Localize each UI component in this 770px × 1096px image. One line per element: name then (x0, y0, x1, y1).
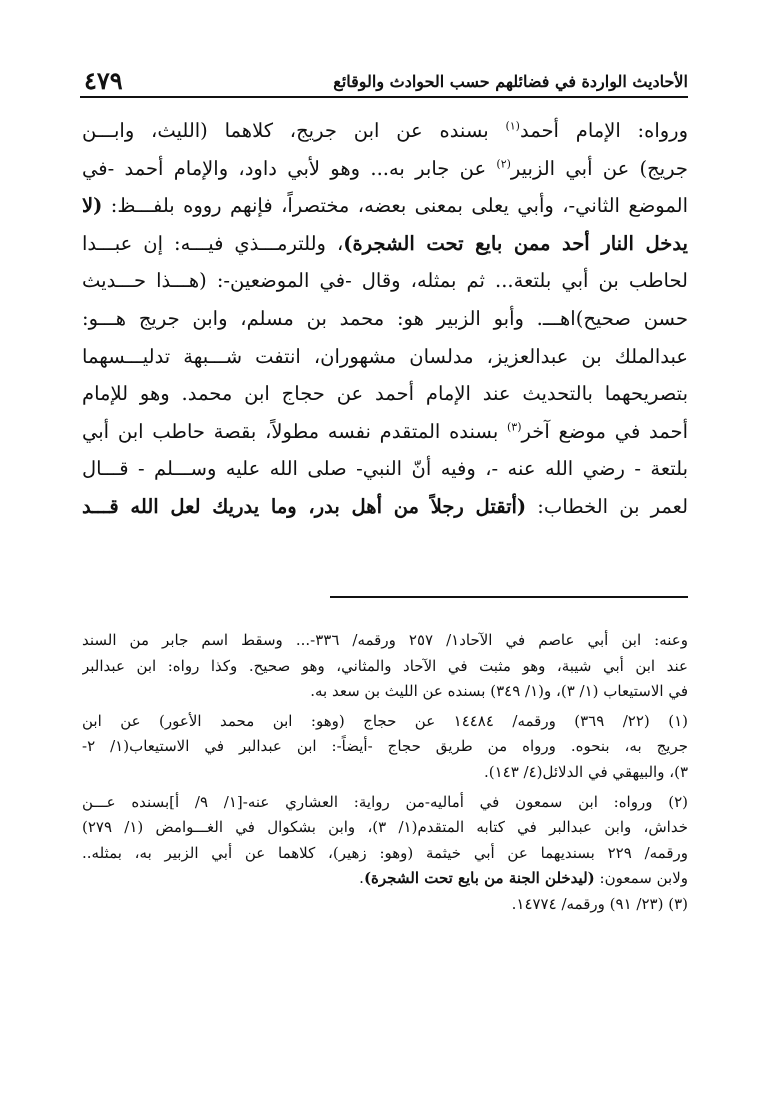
text-line: جريج) عن أبي الزبير$^{(٢)}$ عن جابر به... وهو لأبي داود، والإمام أحمد -في (82, 156, 688, 180)
text-line: حسن صحيح)اهـــ. وأبو الزبير هو: محمد بن مسلم، وابن جريج هـــو: (82, 306, 688, 330)
footnote-line: جريج به، بنحوه. ورواه من طريق حجاج -أيضاً-: ابن عبدالبر في الاستيعاب(١/ ٢- (82, 737, 688, 756)
footnote-1: (١) (٢٢/ ٣٦٩) ورقمه/ ١٤٤٨٤ عن حجاج (وهو: ابن محمد الأعور) عن ابن (82, 711, 688, 730)
text-line: ورواه: الإمام أحمد$^{(١)}$ بسنده عن ابن جريج، كلاهما (الليث، وابـــن (82, 119, 688, 142)
text-line: عبدالملك بن عبدالعزيز، مدلسان مشهوران، انتفت شـــبهة تدليـــسهما (82, 344, 688, 368)
footnote-line: ٣)، والبيهقي في الدلائل(٤/ ١٤٣). (483, 762, 688, 781)
footnote-line: ورقمه/ ٢٢٩ بسنديهما عن أبي خيثمة (وهو: زهير)، كلاهما عن أبي الزبير به، بمثله.. (82, 843, 688, 862)
footnote-line: خداش، وابن عبدالبر في كتابه المتقدم(١/ ٣)، وابن بشكوال في الغـــوامض (١/ ٢٧٩) (82, 818, 688, 837)
footnote-line: وعنه: ابن أبي عاصم في الآحاد١/ ٢٥٧ ورقمه/ ٣٣٦-... وسقط اسم جابر من السند (82, 631, 688, 649)
text-line: لعمر بن الخطاب: (أتقتل رجلاً من أهل بدر، وما يدريك لعل الله قـــد (82, 494, 688, 518)
hadith-quote: (أتقتل رجلاً من أهل بدر، وما يدريك لعل الله قـــد (82, 494, 527, 518)
main-text (82, 112, 688, 526)
footnote-ref-3[interactable]: (٣) (507, 420, 522, 434)
footnote-2: (٢) ورواه: ابن سمعون في أماليه-من رواية: العشاري عنه-[١/ ٩/ أ]بسنده عـــن (82, 792, 688, 811)
page-number: ٤٧٩ (84, 66, 123, 95)
header-title: الأحاديث الواردة في فضائلهم حسب الحوادث والوقائع (333, 72, 688, 91)
text-line: أحمد في موضع آخر$^{(٣)}$ بسنده المتقدم نفسه مطولاً، بقصة حاطب ابن أبي (82, 419, 688, 443)
hadith-quote: (لا (82, 194, 103, 218)
footnote-line: في الاستيعاب (١/ ٣)، و(١/ ٣٤٩) بسنده عن الليث بن سعد به. (310, 682, 688, 701)
text-line: الموضع الثاني-، وأبي يعلى بمعنى بعضه، مختصراً، فإنهم رووه بلفـــظ: (لا (82, 194, 688, 218)
text-line: بتصريحهما بالتحديث عند الإمام أحمد عن حجاج ابن محمد. وهو للإمام (82, 382, 688, 406)
running-header (80, 66, 688, 98)
footnote-separator (330, 596, 688, 598)
text-line: لحاطب بن أبي بلتعة... ثم بمثله، وقال -في الموضعين-: (هـــذا حـــديث (82, 269, 688, 293)
footnote-line: عند ابن أبي شيبة، وهو مثبت في الآحاد والمثاني، وهو صحيح. وكذا رواه: ابن عبدالبر (82, 656, 688, 675)
footnote-3: (٣) (٢٣/ ٩١) ورقمه/ ١٤٧٧٤. (511, 894, 688, 913)
text-line: بلتعة - رضي الله عنه -، وفيه أنّ النبي- صلى الله عليه وســـلم - قـــال (82, 457, 688, 481)
footnotes (82, 628, 688, 918)
footnote-ref-2[interactable]: (٢) (496, 157, 511, 171)
hadith-quote: يدخل النار أحد ممن بايع تحت الشجرة) (343, 231, 688, 255)
footnote-line: ولابن سمعون: (ليدخلن الجنة من بايع تحت الشجرة). (359, 869, 688, 888)
footnote-ref-1[interactable]: (١) (505, 119, 520, 133)
text-line: يدخل النار أحد ممن بايع تحت الشجرة)، وللترمـــذي فيـــه: إن عبـــدا (82, 231, 688, 255)
